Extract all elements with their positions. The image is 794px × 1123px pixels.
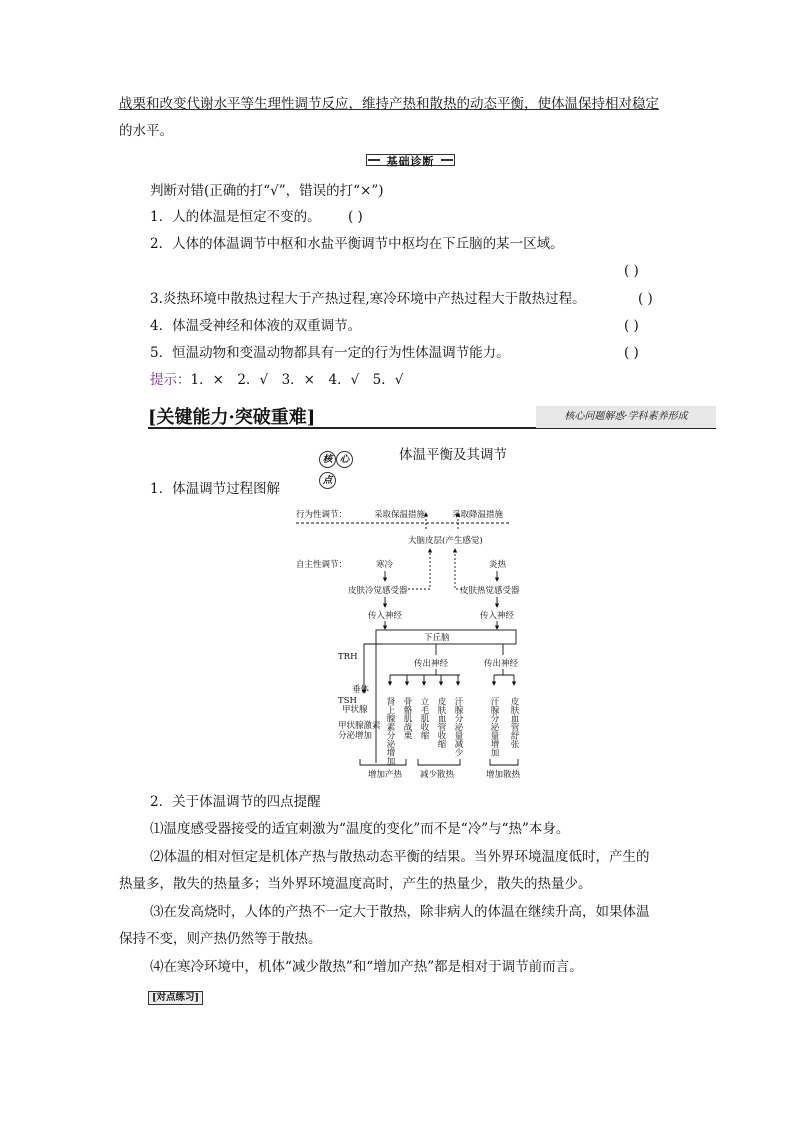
heading-points: 2．关于体温调节的四点提醒 bbox=[150, 794, 321, 810]
heading-diagram: 1．体温调节过程图解 bbox=[150, 481, 281, 497]
inc-loss-label: 增加散热 bbox=[486, 770, 520, 780]
basic-diagnosis-badge bbox=[366, 151, 455, 169]
core-circle-1: 核 bbox=[319, 451, 336, 468]
effector-sweat-inc: 汗腺分泌量增加 bbox=[489, 697, 499, 757]
effector-adrenaline: 肾上腺素分泌增加 bbox=[385, 697, 395, 765]
intro-line-1: 战栗和改变代谢水平等生理性调节反应，维持产热和散热的动态平衡，使体温保持相对稳定 bbox=[119, 96, 659, 112]
quiz-item-5-mark: ( ) bbox=[624, 345, 639, 361]
core-title: 体温平衡及其调节 bbox=[399, 447, 507, 463]
intro-line-2: 的水平。 bbox=[119, 123, 173, 139]
hint-label: 提示： bbox=[150, 372, 191, 388]
core-circle-3: 点 bbox=[319, 472, 336, 489]
hypothalamus-label: 下丘脑 bbox=[424, 633, 450, 643]
secretion-inc-label: 分泌增加 bbox=[338, 731, 373, 741]
cold-label: 寒冷 bbox=[376, 560, 394, 570]
point-4: ⑷在寒冷环境中，机体“减少散热”和“增加产热”都是相对于调节前而言。 bbox=[150, 959, 583, 975]
efferent-left: 传出神经 bbox=[414, 659, 449, 669]
effector-arrector: 立毛肌收缩 bbox=[419, 697, 429, 740]
point-3-line-1: ⑶在发高烧时，人体的产热不一定大于散热，除非病人的体温在继续升高，如果体温 bbox=[150, 904, 650, 920]
hot-label: 炎热 bbox=[489, 560, 507, 570]
pituitary-label: 垂体 bbox=[352, 685, 370, 695]
effector-vasocon: 皮肤血管收缩 bbox=[436, 697, 446, 748]
dec-loss-label: 减少散热 bbox=[420, 770, 455, 780]
quiz-item-1: 1．人的体温是恒定不变的。 bbox=[150, 209, 321, 225]
quiz-item-4-mark: ( ) bbox=[624, 318, 639, 334]
section-title: [关键能力·突破重难] bbox=[148, 407, 316, 428]
cortex-label: 大脑皮层(产生感觉) bbox=[408, 536, 483, 546]
afferent-left: 传入神经 bbox=[368, 611, 403, 621]
quiz-item-2-mark: ( ) bbox=[624, 263, 639, 279]
quiz-hint bbox=[150, 371, 403, 389]
thyroid-label: 甲状腺 bbox=[342, 705, 368, 715]
point-2-line-2: 热量多，散失的热量多；当外界环境温度高时，产生的热量少，散失的热量少。 bbox=[119, 876, 592, 892]
quiz-item-4: 4．体温受神经和体液的双重调节。 bbox=[150, 318, 362, 334]
inc-heat-label: 增加产热 bbox=[368, 770, 403, 780]
practice-tag: [对点练习] bbox=[148, 991, 203, 1005]
key-ability-banner bbox=[148, 401, 716, 429]
effector-sweat-dec: 汗腺分泌量减少 bbox=[453, 697, 463, 757]
thermoregulation-diagram bbox=[290, 505, 520, 783]
auto-label: 自主性调节： bbox=[296, 560, 348, 570]
point-3-line-2: 保持不变，则产热仍然等于散热。 bbox=[119, 931, 322, 947]
thyroxine-label: 甲状腺激素 bbox=[338, 721, 381, 731]
quiz-item-3-mark: ( ) bbox=[638, 291, 653, 307]
effector-shiver: 骨骼肌战栗 bbox=[402, 697, 412, 740]
section-subtitle: 核心问题解惑·学科素养形成 bbox=[536, 406, 716, 428]
afferent-right: 传入神经 bbox=[480, 611, 515, 621]
trh-label: TRH bbox=[338, 652, 358, 662]
quiz-item-1-mark: ( ) bbox=[348, 209, 363, 225]
hot-receptor-label: 皮肤热觉感受器 bbox=[460, 586, 520, 596]
core-circle-2: 心 bbox=[336, 451, 353, 468]
hint-answers: 1．× 2．√ 3．× 4．√ 5．√ bbox=[190, 372, 404, 388]
quiz-instruction: 判断对错(正确的打“√”，错误的打“×”) bbox=[150, 183, 384, 199]
behavior-label: 行为性调节： bbox=[296, 510, 348, 520]
quiz-item-3: 3.炎热环境中散热过程大于产热过程,寒冷环境中产热过程大于散热过程。 bbox=[150, 291, 586, 307]
quiz-item-5: 5．恒温动物和变温动物都具有一定的行为性体温调节能力。 bbox=[150, 345, 510, 361]
point-2-line-1: ⑵体温的相对恒定是机体产热与散热动态平衡的结果。当外界环境温度低时，产生的 bbox=[150, 849, 650, 865]
core-point-badge bbox=[319, 447, 367, 486]
efferent-right: 传出神经 bbox=[484, 659, 519, 669]
quiz-item-2: 2．人体的体温调节中枢和水盐平衡调节中枢均在下丘脑的某一区域。 bbox=[150, 236, 564, 252]
effector-vasodil: 皮肤血管舒张 bbox=[509, 697, 519, 748]
point-1: ⑴温度感受器接受的适宜刺激为“温度的变化”而不是“冷”与“热”本身。 bbox=[150, 821, 570, 837]
tsh-label: TSH bbox=[338, 696, 357, 706]
cold-receptor-label: 皮肤冷觉感受器 bbox=[348, 586, 408, 596]
badge-text: 基础诊断 bbox=[386, 155, 435, 168]
cool-measure: 采取降温措施 bbox=[452, 510, 504, 520]
warm-measure: 采取保温措施 bbox=[374, 510, 426, 520]
